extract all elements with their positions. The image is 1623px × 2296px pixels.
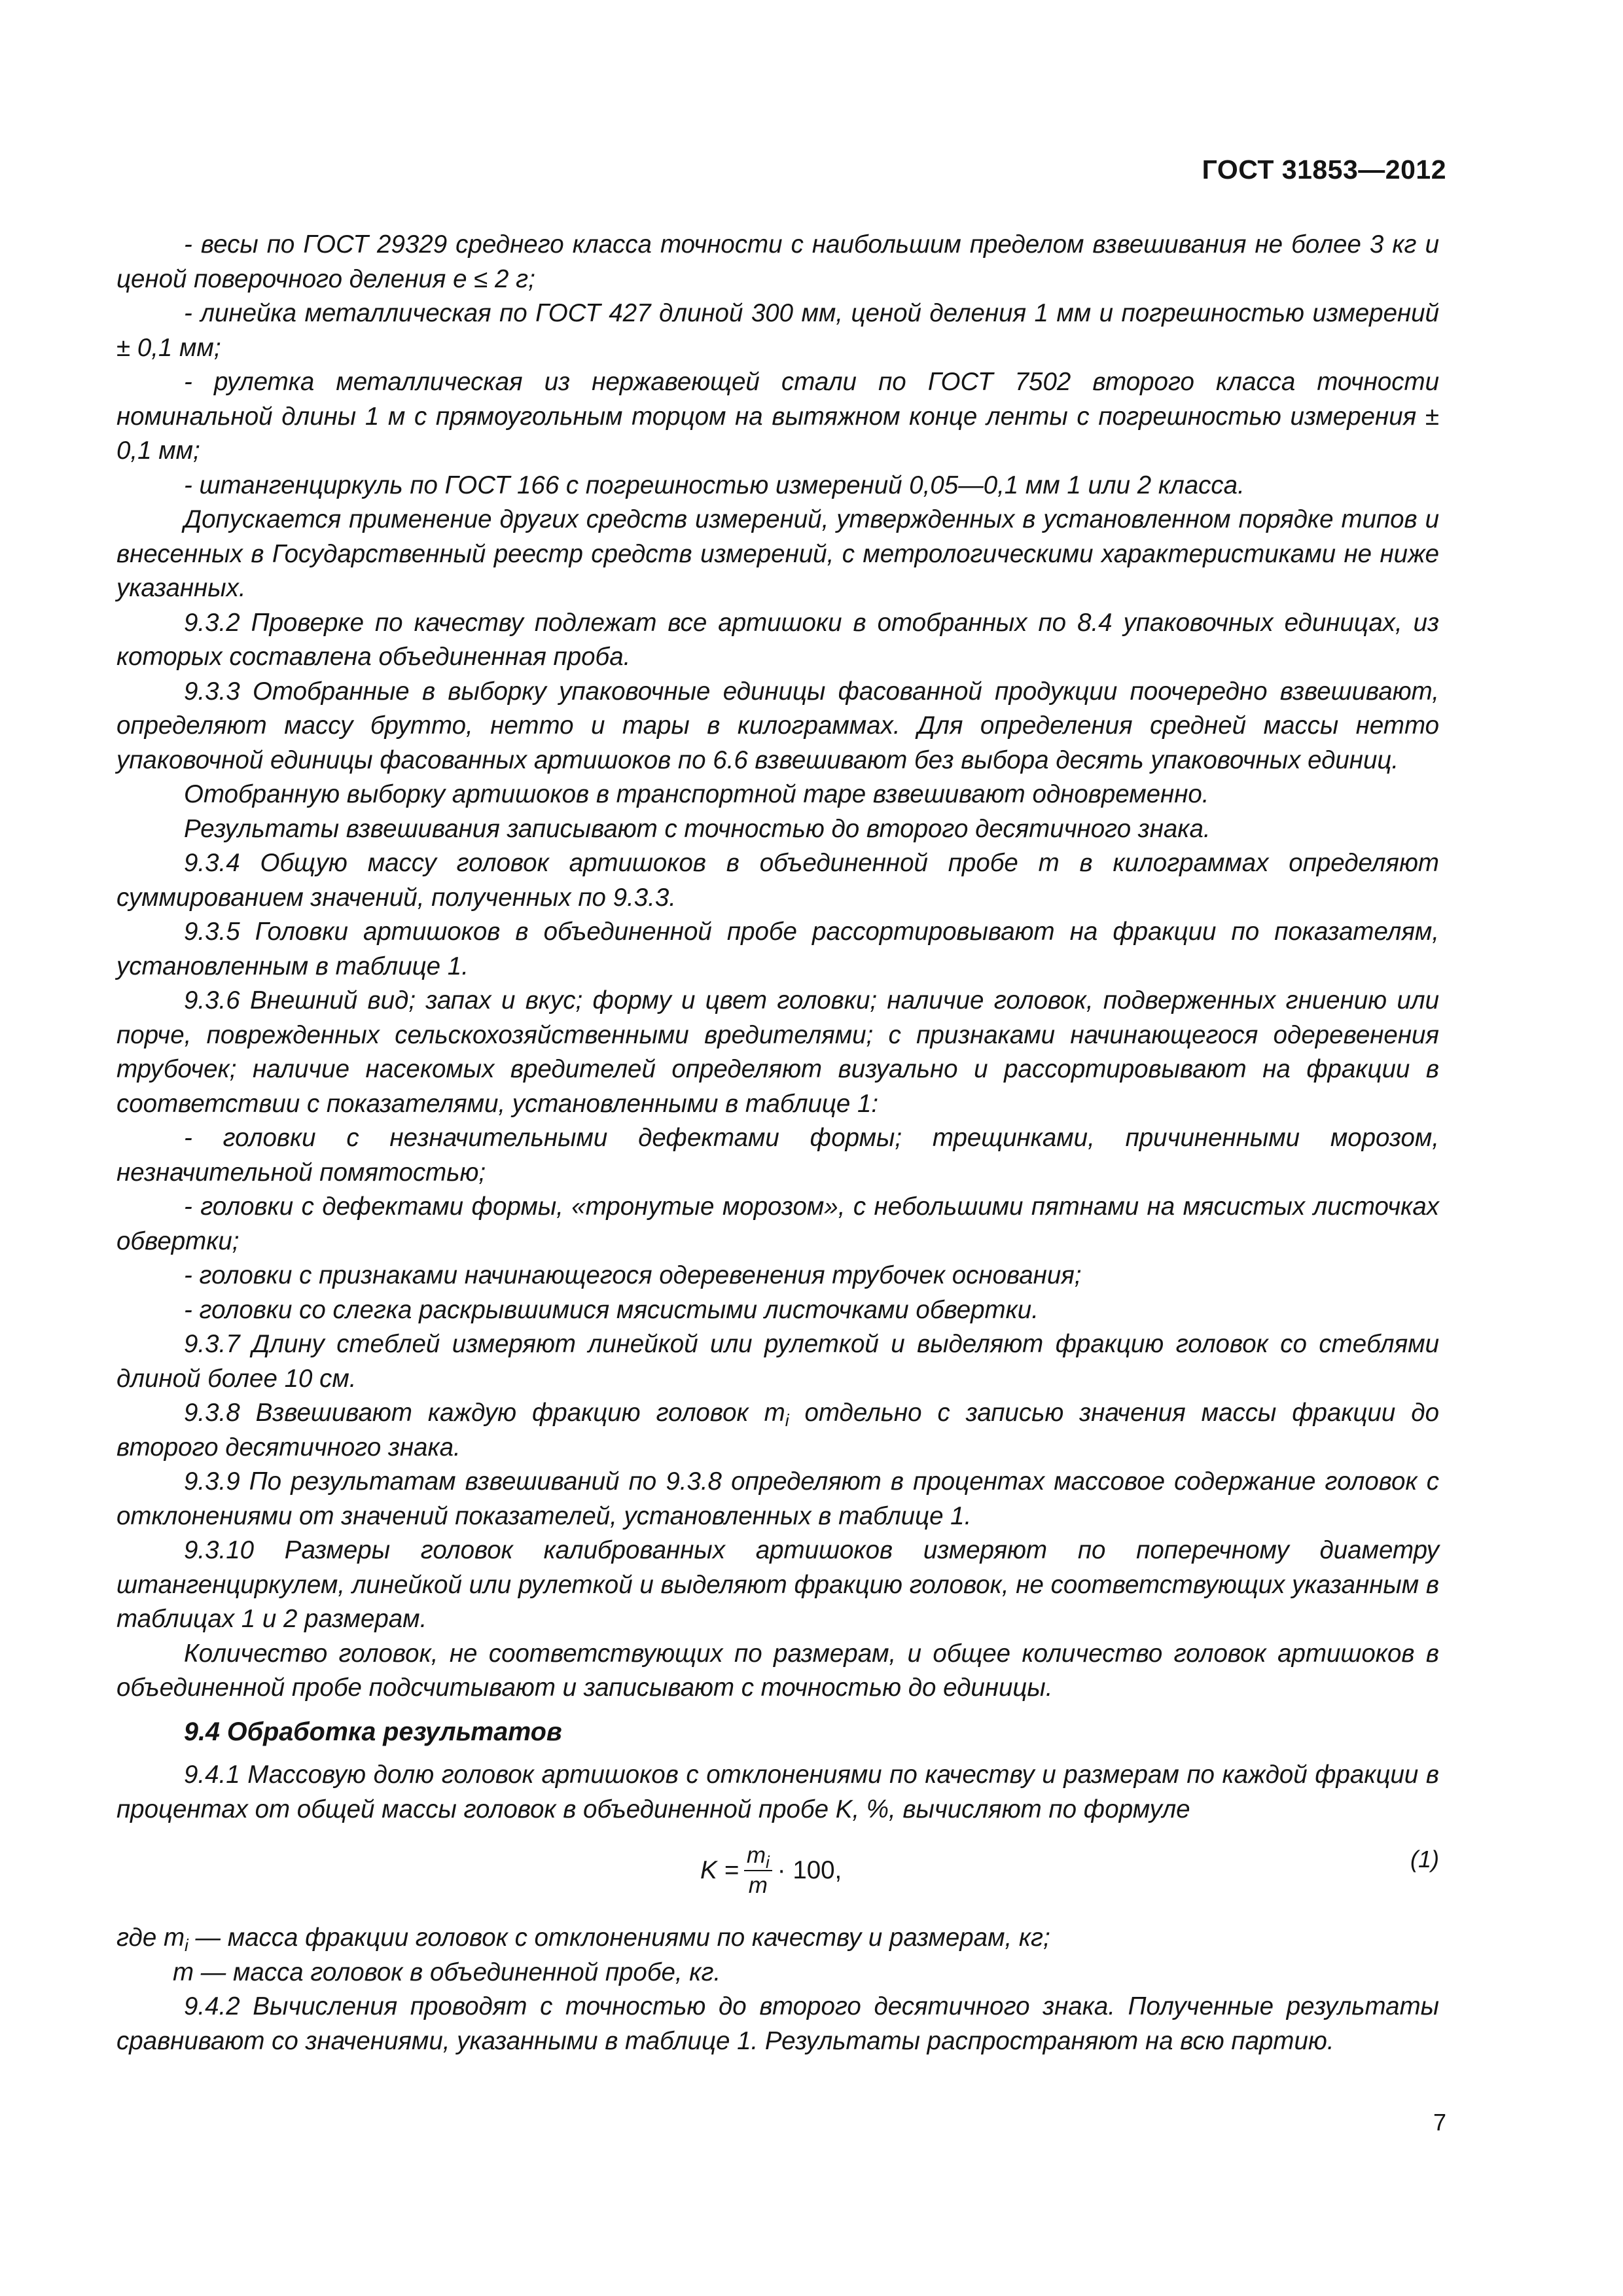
section-heading-9-4: 9.4 Обработка результатов	[184, 1717, 562, 1746]
formula-fraction	[744, 1842, 772, 1899]
clause-9-3-8-end: отдельно с записью значения массы фракции до второго десятичного знака.	[116, 1399, 1440, 1462]
page-content	[116, 228, 1439, 2058]
paragraph-other-instruments: Допускается применение других средств измерений, утвержденных в установленном порядке типов и внесенных в Государственный реестр средств измерений, с метрологическими характеристиками не ниже указанных.	[116, 505, 1439, 602]
formula-number: (1)	[1410, 1846, 1439, 1873]
where-subscript-i: i	[185, 1935, 188, 1955]
clause-9-3-6: 9.3.6 Внешний вид; запах и вкус; форму и цвет головки; наличие головок, подверженных гниению или порче, поврежденных сельскохозяйственными вредителями; с признаками начинающегося одеревенения трубочек; наличие насекомых вредителей определяют визуально и рассортировывают на фракции в соответствии с показателями, установленными в таблице 1:	[116, 986, 1439, 1118]
clause-9-3-9: 9.3.9 По результатам взвешиваний по 9.3.8 определяют в процентах массовое содержание головок с отклонениями от значений показателей, установленных в таблице 1.	[116, 1467, 1439, 1530]
list-item-frost-touched: - головки с дефектами формы, «тронутые морозом», с небольшими пятнами на мясистых листочках обвертки;	[116, 1193, 1439, 1255]
fraction-numerator	[744, 1842, 772, 1871]
formula-1	[700, 1842, 842, 1899]
where-line-2: m — масса головок в объединенной пробе, кг.	[173, 1958, 721, 1986]
formula-rhs: · 100,	[777, 1856, 842, 1884]
list-item-opened-bracts: - головки со слегка раскрывшимися мясистыми листочками обвертки.	[184, 1295, 1039, 1324]
clause-9-4-2: 9.4.2 Вычисления проводят с точностью до второго десятичного знака. Полученные результаты сравнивают со значениями, указанными в таблице 1. Результаты распространяют на всю партию.	[116, 1992, 1439, 2055]
formula-lhs: K =	[700, 1856, 739, 1884]
list-item-scales: - весы по ГОСТ 29329 среднего класса точности с наибольшим пределом взвешивания не более 3 кг и ценой поверочного деления e ≤ 2 г;	[116, 230, 1439, 293]
paragraph-head-count: Количество головок, не соответствующих по размерам, и общее количество головок артишоков в объединенной пробе подсчитывают и записывают с точностью до единицы.	[116, 1639, 1439, 1702]
paragraph-transport-weighing: Отобранную выборку артишоков в транспортной таре взвешивают одновременно.	[184, 780, 1209, 808]
clause-9-3-2: 9.3.2 Проверке по качеству подлежат все артишоки в отобранных по 8.4 упаковочных единицах, из которых составлена объединенная проба.	[116, 608, 1439, 671]
clause-9-3-8-start: 9.3.8 Взвешивают каждую фракцию головок m	[184, 1399, 785, 1427]
list-item-ruler: - линейка металлическая по ГОСТ 427 длиной 300 мм, ценой деления 1 мм и погрешностью измерений ± 0,1 мм;	[116, 299, 1439, 362]
page-number: 7	[1433, 2109, 1446, 2136]
where-line-1-start: где m	[116, 1924, 185, 1952]
list-item-minor-defects: - головки с незначительными дефектами формы; трещинками, причиненными морозом, незначительной помятостью;	[116, 1124, 1439, 1187]
clause-9-3-4: 9.3.4 Общую массу головок артишоков в объединенной пробе m в килограммах определяют суммированием значений, полученных по 9.3.3.	[116, 849, 1439, 912]
fraction-denominator: m	[748, 1873, 768, 1898]
list-item-tape-measure: - рулетка металлическая из нержавеющей стали по ГОСТ 7502 второго класса точности номинальной длины 1 м с прямоугольным торцом на вытяжном конце ленты с погрешностью измерения ± 0,1 мм;	[116, 368, 1439, 465]
list-item-caliper: - штангенциркуль по ГОСТ 166 с погрешностью измерений 0,05—0,1 мм 1 или 2 класса.	[184, 471, 1245, 499]
list-item-lignification: - головки с признаками начинающегося одеревенения трубочек основания;	[184, 1261, 1082, 1289]
paragraph-weighing-results: Результаты взвешивания записывают с точностью до второго десятичного знака.	[184, 814, 1211, 843]
subscript-i: i	[785, 1410, 789, 1430]
clause-9-3-7: 9.3.7 Длину стеблей измеряют линейкой или рулеткой и выделяют фракцию головок со стеблями длиной более 10 см.	[116, 1330, 1439, 1393]
clause-9-3-5: 9.3.5 Головки артишоков в объединенной пробе рассортировывают на фракции по показателям, установленным в таблице 1.	[116, 918, 1439, 980]
clause-9-3-8	[116, 1396, 1439, 1465]
numerator-subscript: i	[766, 1852, 770, 1872]
clause-9-3-3: 9.3.3 Отобранные в выборку упаковочные единицы фасованной продукции поочередно взвешивают, определяют массу брутто, нетто и тары в килограммах. Для определения средней массы нетто упаковочной единицы фасованных артишоков по 6.6 взвешивают без выбора десять упаковочных единиц.	[116, 677, 1439, 774]
formula-block	[116, 1833, 1439, 1909]
standard-designation: ГОСТ 31853—2012	[1202, 154, 1446, 185]
clause-9-3-10: 9.3.10 Размеры головок калиброванных артишоков измеряют по поперечному диаметру штангенциркулем, линейкой или рулеткой и выделяют фракцию головок, не соответствующих указанным в таблицах 1 и 2 размерам.	[116, 1536, 1439, 1633]
where-line-1-end: — масса фракции головок с отклонениями по качеству и размерам, кг;	[188, 1924, 1050, 1952]
numerator-variable: m	[746, 1842, 766, 1868]
clause-9-4-1: 9.4.1 Массовую долю головок артишоков с отклонениями по качеству и размерам по каждой фракции в процентах от общей массы головок в объединенной пробе K, %, вычисляют по формуле	[116, 1761, 1439, 1823]
where-line-1	[116, 1921, 1439, 1956]
